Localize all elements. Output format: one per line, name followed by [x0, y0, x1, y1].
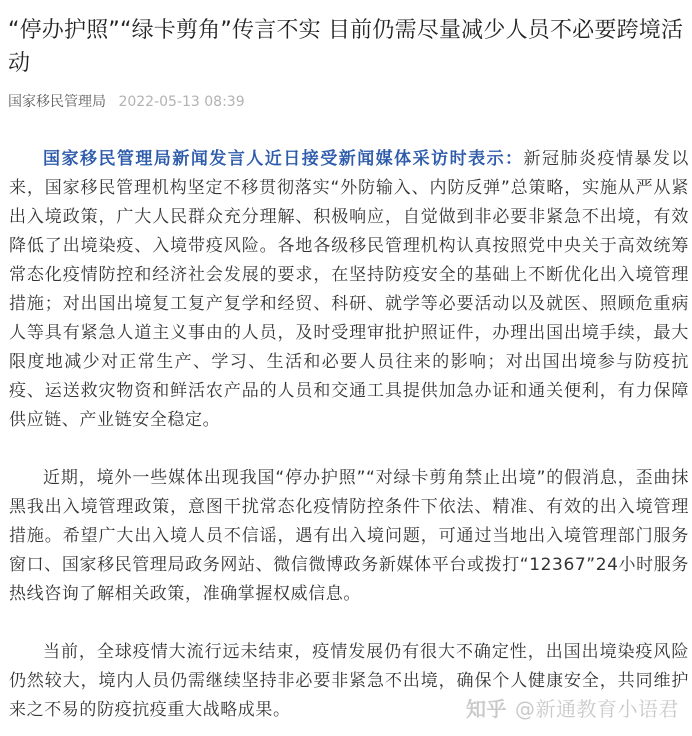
zhihu-logo-text: 知乎: [466, 697, 507, 721]
watermark-author: @新通教育小语君: [515, 697, 679, 721]
source-name[interactable]: 国家移民管理局: [8, 94, 106, 110]
article-title: “停办护照”“绿卡剪角”传言不实 目前仍需尽量减少人员不必要跨境活动: [8, 18, 684, 76]
paragraph-text: 新冠肺炎疫情暴发以来，国家移民管理机构坚定不移贯彻落实“外防输入、内防反弹”总策略，实施从严从紧出入境政策，广大人民群众充分理解、积极响应，自觉做到非必要非紧急不出境，有效降低了出境染疫、入境带疫风险。各地各级移民管理机构认真按照党中央关于高效统筹常态化疫情防控和经济社会发展的要求，在坚持防疫安全的基础上不断优化出入境管理措施；对出国出境复工复产复学和经贸、科研、就学等必要活动以及就医、照顾危重病人等具有紧急人道主义事由的人员，及时受理审批护照证件，办理出国出境手续，最大限度地减少对正常生产、学习、生活和必要人员往来的影响；对出国出境参与防疫抗疫、运送救灾物资和鲜活农产品的人员和交通工具提供加急办证和通关便利，有力保障供应链、产业链安全稳定。: [9, 149, 689, 430]
paragraph-1: [9, 145, 689, 435]
paragraph-text: 近期，境外一些媒体出现我国“停办护照”“对绿卡剪角禁止出境”的假消息，歪曲抹黑我出入境管理政策，意图干扰常态化疫情防控条件下依法、精准、有效的出入境管理措施。希望广大出入境人员不信谣，遇有出入境问题，可通过当地出入境管理部门服务窗口、国家移民管理局政务网站、微信微博政务新媒体平台或拨打“12367”24小时服务热线咨询了解相关政策，准确掌握权威信息。: [9, 468, 689, 604]
article-body: [9, 145, 689, 725]
paragraph-2: [9, 464, 689, 609]
article-meta: [8, 92, 245, 112]
publish-time: 2022-05-13 08:39: [118, 94, 245, 110]
watermark: [466, 694, 679, 724]
paragraph-lead: 国家移民管理局新闻发言人近日接受新闻媒体采访时表示：: [43, 149, 524, 169]
paragraph-text: 当前，全球疫情大流行远未结束，疫情发展仍有很大不确定性，出国出境染疫风险仍然较大，境内人员仍需继续坚持非必要非紧急不出境，确保个人健康安全，共同维护来之不易的防疫抗疫重大战略成果。: [9, 642, 689, 720]
